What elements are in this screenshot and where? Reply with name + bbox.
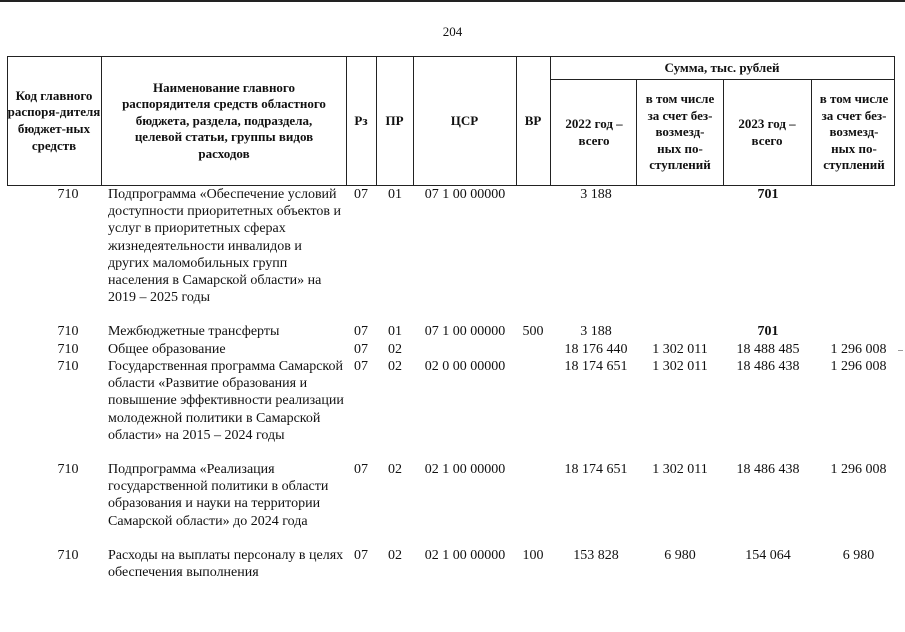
cell-code: 710 [57,462,79,477]
cell-rz: 07 [354,548,368,563]
cell-name: Подпрограмма «Обеспечение условий доступности приоритетных объектов и услуг в приоритетных сферах жизнедеятельности инвалидов и других маломобильных групп населения в Самарской области» на 2019 – 2025 годы [108,187,341,306]
cell-rz: 07 [354,324,368,339]
cell-2022-total: 18 176 440 [564,342,628,357]
cell-code: 710 [57,324,79,339]
cell-name: Расходы на выплаты персоналу в целях обеспечения выполнения [108,548,344,581]
cell-pr: 02 [388,462,402,477]
header-csr: ЦСР [450,112,479,128]
page-number: 204 [442,24,463,39]
header-rz: Рз [354,112,368,128]
cell-2022-incl: 1 302 011 [652,342,708,357]
cell-rz: 07 [354,342,368,357]
cell-2023-incl: 1 296 008 [830,342,887,357]
cell-rz: 07 [354,462,368,477]
cell-2022-incl: 1 302 011 [652,359,708,374]
cell-csr: 02 1 00 00000 [424,548,506,563]
cell-code: 710 [57,187,79,202]
col-divider [811,79,812,186]
cell-vr: 500 [522,324,544,339]
cell-2023-total: 701 [757,187,779,202]
cell-2022-incl: 1 302 011 [652,462,708,477]
cell-pr: 02 [388,359,402,374]
cell-2022-total: 153 828 [573,548,619,563]
cell-2022-total: 3 188 [580,324,612,339]
cell-csr: 02 0 00 00000 [424,359,506,374]
col-divider [636,79,637,186]
cell-csr: 07 1 00 00000 [424,324,506,339]
cell-code: 710 [57,342,79,357]
cell-name: Государственная программа Самарской области «Развитие образования и повышение эффективности реализации молодежной политики в Самарской области» на 2015 – 2024 годы [108,359,344,443]
cell-2023-total: 154 064 [745,548,791,563]
header-2023-incl: в том числе за счет без-возмезд-ных по-ступлений [819,91,889,173]
cell-2022-total: 3 188 [580,187,612,202]
cell-name: Общее образование [108,342,226,357]
cell-2023-total: 701 [757,324,779,339]
cell-2023-incl: 6 980 [842,548,875,563]
header-code: Код главного распоря-дителя бюджет-ных средств [7,87,101,153]
cell-pr: 01 [388,187,402,202]
cell-2022-total: 18 174 651 [564,359,628,374]
cell-vr: 100 [522,548,544,563]
cell-2022-total: 18 174 651 [564,462,628,477]
header-2023-total: 2023 год – всего [738,115,796,148]
cell-rz: 07 [354,359,368,374]
header-name: Наименование главного распорядителя средств областного бюджета, раздела, подраздела, целевой статьи, группы видов расходов [122,79,326,161]
col-divider [894,56,895,186]
cell-2022-incl: 6 980 [664,548,696,563]
header-2022-incl: в том числе за счет без-возмезд-ных по-ступлений [645,91,715,173]
cell-pr: 02 [388,342,402,357]
cell-pr: 01 [388,324,402,339]
cell-2023-incl: 1 296 008 [830,359,887,374]
cell-2023-incl: 1 296 008 [830,462,887,477]
cell-2023-total: 18 486 438 [736,462,800,477]
cell-name: Межбюджетные трансферты [108,324,280,339]
header-vr: ВР [524,112,542,128]
header-2022-total: 2022 год – всего [565,115,623,148]
cell-csr: 07 1 00 00000 [424,187,506,202]
cell-name: Подпрограмма «Реализация государственной политики в области образования и науки на территории Самарской области» до 2024 года [108,462,329,529]
cell-code: 710 [57,359,79,374]
cell-pr: 02 [388,548,402,563]
header-pr: ПР [385,112,404,128]
cell-csr: 02 1 00 00000 [424,462,506,477]
cell-code: 710 [57,548,79,563]
header-sum: Сумма, тыс. рублей [664,59,780,75]
cell-2023-total: 18 486 438 [736,359,800,374]
col-divider [723,79,724,186]
cell-rz: 07 [354,187,368,202]
scan-mark [898,350,903,351]
col-divider [101,56,102,186]
cell-2023-total: 18 488 485 [736,342,800,357]
